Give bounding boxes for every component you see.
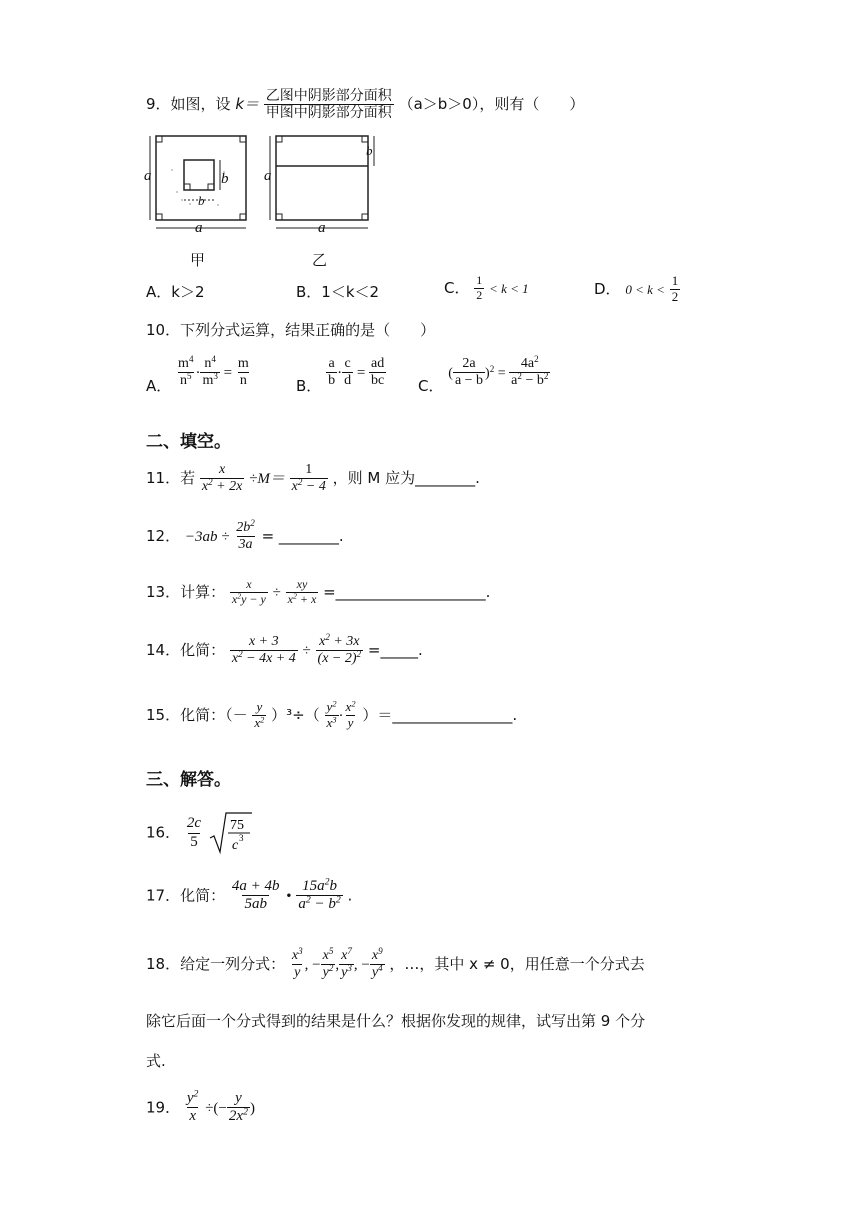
section-answer-title: 三、解答。: [146, 770, 231, 790]
section-fill-in-title: 二、填空。: [146, 432, 231, 452]
fig-jia-b-right: b: [221, 171, 229, 187]
q10-option-a: A． $\frac{m^4}{n^5}$ · $\frac{n^4}{m^3}$ = $\frac{m}{n}$: [146, 354, 249, 396]
q14: 14．化简： $\frac{x + 3}{x^2 - 4x + 4}$ ÷ $\frac{x^2 + 3x}{(x - 2)^2}$ =_____.: [146, 632, 423, 667]
fig-yi-a-bottom: a: [318, 220, 326, 236]
q10-stem: 10．下列分式运算，结果正确的是（ ）: [146, 321, 436, 339]
radical-sign: [208, 810, 254, 856]
q9-number: 9．如图，设: [146, 95, 231, 114]
fig-jia-label: 甲: [190, 251, 206, 269]
q9-k-fraction: $\frac{\text{乙图中阴影部分面积}}{\text{甲图中阴影部分面积}}$: [265, 88, 392, 122]
q9-option-b: B．1＜k＜2: [296, 283, 380, 301]
svg-text:c: c: [231, 838, 239, 853]
fig-yi-a-left: a: [264, 168, 272, 184]
fig-yi-label: 乙: [312, 251, 328, 269]
fig-yi-b-right: b: [366, 143, 373, 158]
q9-option-c: C． $\frac{1}{2}$ < k < 1: [444, 273, 529, 302]
q12: 12． −3ab ÷ $\frac{2b^2}{3a}$ = ________.: [146, 518, 344, 553]
q9-option-d: D． 0 < k < $\frac{1}{2}$: [594, 273, 679, 304]
q9-option-a: A．k＞2: [146, 283, 205, 301]
q10-option-b: B． $\frac{a}{b}$ · $\frac{c}{d}$ = $\frac{ad}{bc}$: [296, 356, 385, 396]
q10-option-c: C． ( $\frac{2a}{a - b}$ )$^2$ = $\frac{4a^2}{a^2 - b^2}$: [418, 354, 549, 396]
q15: 15．化简：（－ $\frac{y}{x^2}$ ）³÷（ $\frac{y^2}{x^3}$ · $\frac{x^2}{y}$ ）＝________________.: [146, 698, 518, 730]
q19: 19． $\frac{y^2}{x}$ ÷(− $\frac{y}{2x^2}$ ): [146, 1088, 255, 1125]
fig-jia-b-bottom: b: [198, 193, 205, 208]
svg-text:75: 75: [229, 818, 244, 833]
q16: 16． $\frac{2c}{5}$ 75 c 3: [146, 810, 254, 856]
q9-condition: （a＞b＞0），则有（ ）: [398, 95, 585, 114]
q18-line3: 式.: [146, 1052, 166, 1070]
q18-line1: 18．给定一列分式： $\frac{x^3}{y}$ , − $\frac{x^5}{y^2}$ , $\frac{x^7}{y^3}$ , − $\frac{x^9}{y^4}$ ，…，其中 x ≠ 0，用任意一个分式去: [146, 946, 645, 981]
q9-k-eq: k＝: [235, 95, 260, 114]
fig-jia-a-left: a: [144, 168, 152, 184]
q9-stem: [146, 88, 584, 121]
q18-line2: 除它后面一个分式得到的结果是什么？根据你发现的规律，试写出第 9 个分: [146, 1012, 646, 1030]
svg-text:3: 3: [238, 833, 244, 843]
q11: 11．若 $\frac{x}{x^2 + 2x}$ ÷M＝ $\frac{1}{x^2 - 4}$ ，则 M 应为________.: [146, 462, 480, 495]
q13: 13．计算： $\frac{x}{x^2y - y}$ ÷ $\frac{xy}{x^2 + x}$ =____________________.: [146, 577, 491, 606]
q17: 17．化简： $\frac{4a + 4b}{5ab}$ • $\frac{15a^2b}{a^2 - b^2}$ .: [146, 876, 353, 913]
fig-jia-a-bottom: a: [195, 220, 203, 236]
